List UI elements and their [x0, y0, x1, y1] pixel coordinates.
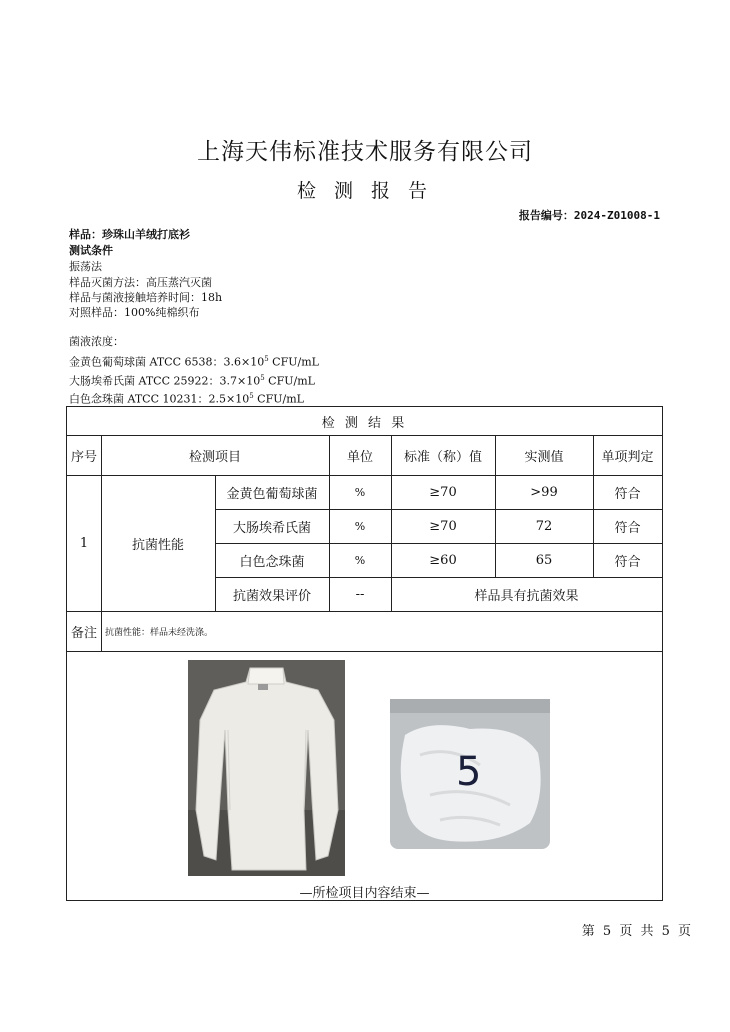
report-title: 检 测 报 告: [296, 180, 434, 202]
sample-garment-photo: [188, 660, 345, 876]
company-name: 上海天伟标准技术服务有限公司: [197, 139, 533, 165]
header-seq: 序号: [70, 449, 97, 465]
page-number: 第 5 页 共 5 页: [581, 924, 693, 939]
evaluation-result: 样品具有抗菌效果: [474, 588, 579, 604]
header-actual: 实测值: [524, 449, 564, 465]
header-item: 检测项目: [188, 449, 241, 465]
sample-name: 样品：珍珠山羊绒打底衫: [69, 228, 190, 241]
actual-value: >99: [530, 484, 558, 500]
sub-item: 大肠埃希氏菌: [232, 520, 311, 536]
concentration-line: 大肠埃希氏菌 ATCC 25922：$3.7\times 10^5$ CFU/mL: [69, 374, 315, 388]
sample-bag-photo: [360, 695, 568, 857]
standard-value: ≥60: [429, 552, 457, 568]
judgement: 符合: [614, 554, 641, 570]
item-name: 抗菌性能: [131, 537, 184, 553]
end-of-report: —所检项目内容结束—: [299, 885, 430, 901]
evaluation-label: 抗菌效果评价: [232, 588, 311, 604]
standard-value: ≥70: [429, 484, 457, 500]
unit-cell: %: [354, 553, 366, 567]
unit-cell: %: [354, 485, 366, 499]
standard-value: ≥70: [429, 518, 457, 534]
seq-number: 1: [79, 535, 89, 551]
control-sample: 对照样品：100%纯棉织布: [69, 306, 200, 319]
judgement: 符合: [614, 486, 641, 502]
sub-item: 金黄色葡萄球菌: [226, 486, 318, 502]
results-table: [66, 406, 663, 901]
unit-cell: %: [354, 519, 366, 533]
header-unit: 单位: [346, 449, 373, 465]
evaluation-unit: --: [355, 586, 365, 602]
concentration-line: 金黄色葡萄球菌 ATCC 6538：$3.6\times 10^5$ CFU/mL: [69, 355, 319, 369]
actual-value: 72: [535, 518, 553, 534]
sub-item: 白色念珠菌: [239, 554, 305, 570]
concentration-heading: 菌液浓度：: [69, 335, 124, 348]
bag-mark-text: 5: [456, 749, 482, 795]
actual-value: 65: [535, 552, 553, 568]
table-title: 检 测 结 果: [321, 415, 408, 431]
contact-time: 样品与菌液接触培养时间：18h: [69, 291, 223, 304]
remark-label: 备注: [70, 625, 97, 641]
header-standard: 标准（称）值: [403, 449, 482, 465]
judgement: 符合: [614, 520, 641, 536]
sterilization-method: 样品灭菌方法：高压蒸汽灭菌: [69, 276, 212, 289]
report-number: 报告编号：2024-Z01008-1: [518, 209, 660, 222]
conditions-heading: 测试条件: [69, 244, 113, 257]
header-judgement: 单项判定: [601, 449, 654, 465]
remark-text: 抗菌性能：样品未经洗涤。: [105, 627, 214, 638]
test-method: 振荡法: [69, 260, 102, 273]
concentration-line: 白色念珠菌 ATCC 10231：$2.5\times 10^5$ CFU/mL: [69, 392, 304, 406]
